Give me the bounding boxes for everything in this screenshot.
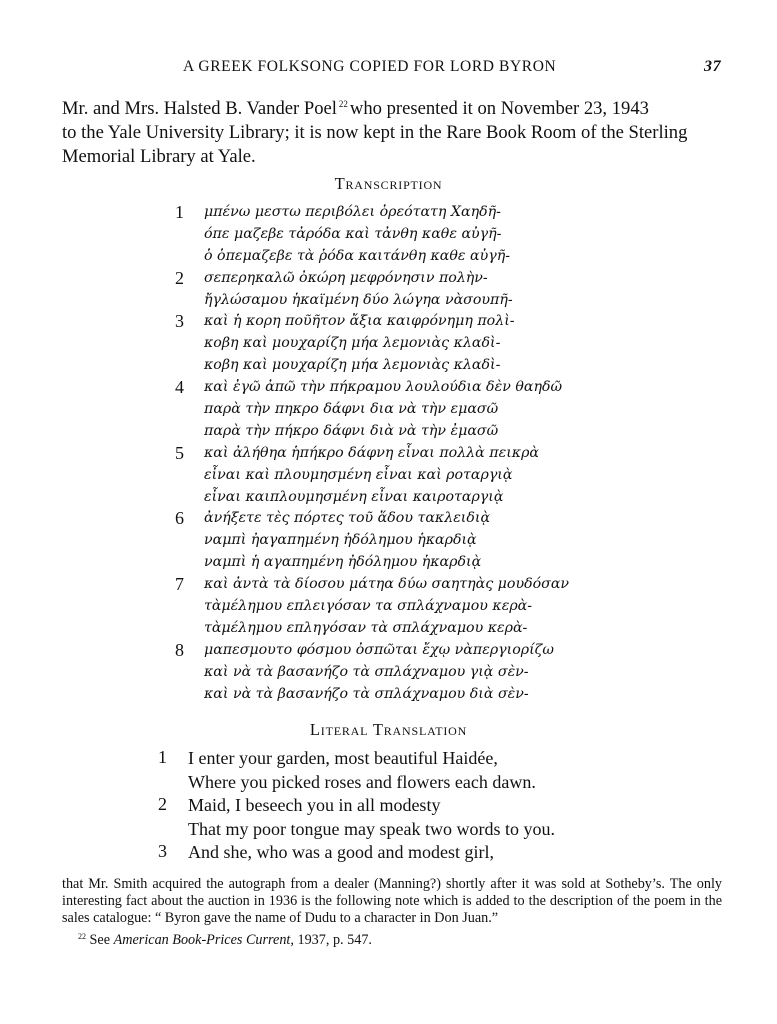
greek-line: τὰμέλημου επληγόσαν τὰ σπλάχναμου κερὰ- — [204, 619, 528, 636]
translation-block — [158, 747, 618, 865]
intro-line-3: Memorial Library at Yale. — [62, 146, 256, 167]
greek-line: σεπερηκαλῶ ὀκώρη μεφρόνησιν πολὴν- — [204, 269, 488, 286]
footnote-mark: 22 — [78, 932, 86, 941]
greek-line: παρὰ τὴν πήκρο δάφνι διὰ νὰ τὴν ἐμασῶ — [204, 422, 499, 439]
greek-stanza-3 — [175, 311, 605, 377]
transcription-heading: Transcription — [334, 174, 443, 193]
transcription-block — [175, 202, 605, 705]
stanza-number: 8 — [175, 639, 184, 660]
greek-line: ναμπὶ ἡ αγαπημένη ἠδόλημου ἡκαρδιᾲ — [204, 554, 482, 571]
footnote-ref-22: 22 — [338, 99, 348, 109]
translation-line: Where you picked roses and flowers each dawn. — [188, 771, 536, 792]
intro-line-1: Mr. and Mrs. Halsted B. Vander Poel $^{22}$ who presented it on November 23, 1943 — [62, 98, 649, 119]
running-title: A GREEK FOLKSONG COPIED FOR LORD BYRON — [183, 58, 557, 75]
greek-line: εἶναι καὶ πλουμησμένη εἶναι καὶ ροταργιᾲ — [204, 466, 513, 483]
greek-line: παρὰ τὴν πηκρο δάφνι δια νὰ τὴν εμασῶ — [204, 401, 499, 418]
greek-line: καὶ ἀλήθηα ἡπήκρο δάφνη εἶναι πολλὰ πεικρὰ — [204, 444, 539, 461]
greek-stanza-5 — [175, 443, 605, 509]
greek-stanza-6 — [175, 508, 605, 574]
greek-line: μπένω μεστω περιβόλει ὁρεότατη Χαηδῆ- — [204, 204, 501, 220]
page-number: 37 — [704, 58, 722, 75]
greek-stanza-4 — [175, 377, 605, 443]
book-title: American Book-Prices Current, — [113, 932, 294, 948]
greek-line: ναμπὶ ἠαγαπημένη ἠδόλημου ἡκαρδιᾲ — [204, 532, 477, 549]
footnote-continuation: that Mr. Smith acquired the autograph from a dealer (Manning?) shortly after it was sold at Sotheby’s. The only interesting fact about the auction in 1936 is the following note which is added to the description of the poem in the sales catalogue: “ Byron gave the name of Dudu to a character in Don Juan.” — [62, 876, 722, 926]
stanza-number: 2 — [158, 794, 167, 814]
stanza-number: 3 — [158, 841, 167, 861]
greek-line: κοβη καὶ μουχαρίζη μήα λεμονιὰς κλαδὶ- — [204, 335, 501, 352]
greek-line: τὰμέλημου επλειγόσαν τα σπλάχναμου κερὰ- — [204, 598, 533, 615]
stanza-number: 2 — [175, 267, 184, 288]
greek-stanza-2 — [175, 268, 605, 312]
intro-line-2: to the Yale University Library; it is now kept in the Rare Book Room of the Sterling — [62, 122, 688, 143]
stanza-number: 1 — [158, 747, 167, 767]
translation-line: And she, who was a good and modest girl, — [188, 842, 494, 862]
stanza-number: 4 — [175, 377, 184, 398]
translation-line: That my poor tongue may speak two words to you. — [188, 818, 555, 839]
greek-line: καὶ ἐγῶ ἀπῶ τὴν πήκραμου λουλούδια δὲν θαηδῶ — [204, 379, 563, 396]
greek-stanza-1 — [175, 202, 605, 268]
greek-line: καὶ ἀντὰ τὰ δίοσου μάτηα δύω σαητηὰς μουδόσαν — [204, 576, 570, 593]
stanza-number: 5 — [175, 442, 184, 463]
greek-line: κοβη καὶ μουχαρίζη μήα λεμονιὰς κλαδὶ- — [204, 357, 501, 374]
greek-stanza-7 — [175, 574, 605, 640]
translation-stanza-2 — [158, 794, 618, 841]
greek-line: ἤγλώσαμου ἡκαϊμένη δύο λώγηα νὰσουπῆ- — [204, 291, 513, 308]
greek-line: καὶ νὰ τὰ βασανήζο τὰ σπλάχναμου διὰ σὲν- — [204, 685, 529, 702]
greek-line: καὶ ἡ κορη ποῦῆτον ἄξια καιφρόνημη πολὶ- — [204, 313, 515, 330]
greek-line: όπε μαζεβε τἀρόδα καὶ τἀνθη καθε αὐγῆ- — [204, 225, 502, 242]
translation-heading: Literal Translation — [309, 720, 468, 739]
stanza-number: 1 — [175, 202, 184, 222]
stanza-number: 6 — [175, 508, 184, 529]
translation-line: I enter your garden, most beautiful Haidée, — [188, 748, 498, 768]
footnote-22: $^{22}$ See American Book-Prices Current, 1937, p. 547. — [78, 932, 372, 948]
greek-line: ἀνήξετε τὲς πόρτες τοῦ ἅδου τακλειδιᾲ — [204, 510, 491, 527]
stanza-number: 3 — [175, 311, 184, 332]
intro-paragraph — [62, 92, 732, 169]
greek-line: μαπεσμουτο φόσμου ὀσπῶται ἔχῳ νὰπεργιορίζω — [204, 641, 554, 658]
greek-stanza-8 — [175, 640, 605, 706]
greek-line: καὶ νὰ τὰ βασανήζο τὰ σπλάχναμου γιᾲ σὲν- — [204, 663, 529, 680]
footnotes — [62, 876, 722, 949]
translation-line: Maid, I beseech you in all modesty — [188, 795, 441, 815]
stanza-number: 7 — [175, 574, 184, 595]
translation-stanza-1 — [158, 747, 618, 794]
greek-line: ὁ ὁπεμαζεβε τὰ ῥόδα καιτάνθη καθε αὐγῆ- — [204, 247, 510, 264]
translation-stanza-3 — [158, 841, 618, 865]
greek-line: εἶναι καιπλουμησμένη εἶναι καιροταργιᾲ — [204, 488, 504, 505]
